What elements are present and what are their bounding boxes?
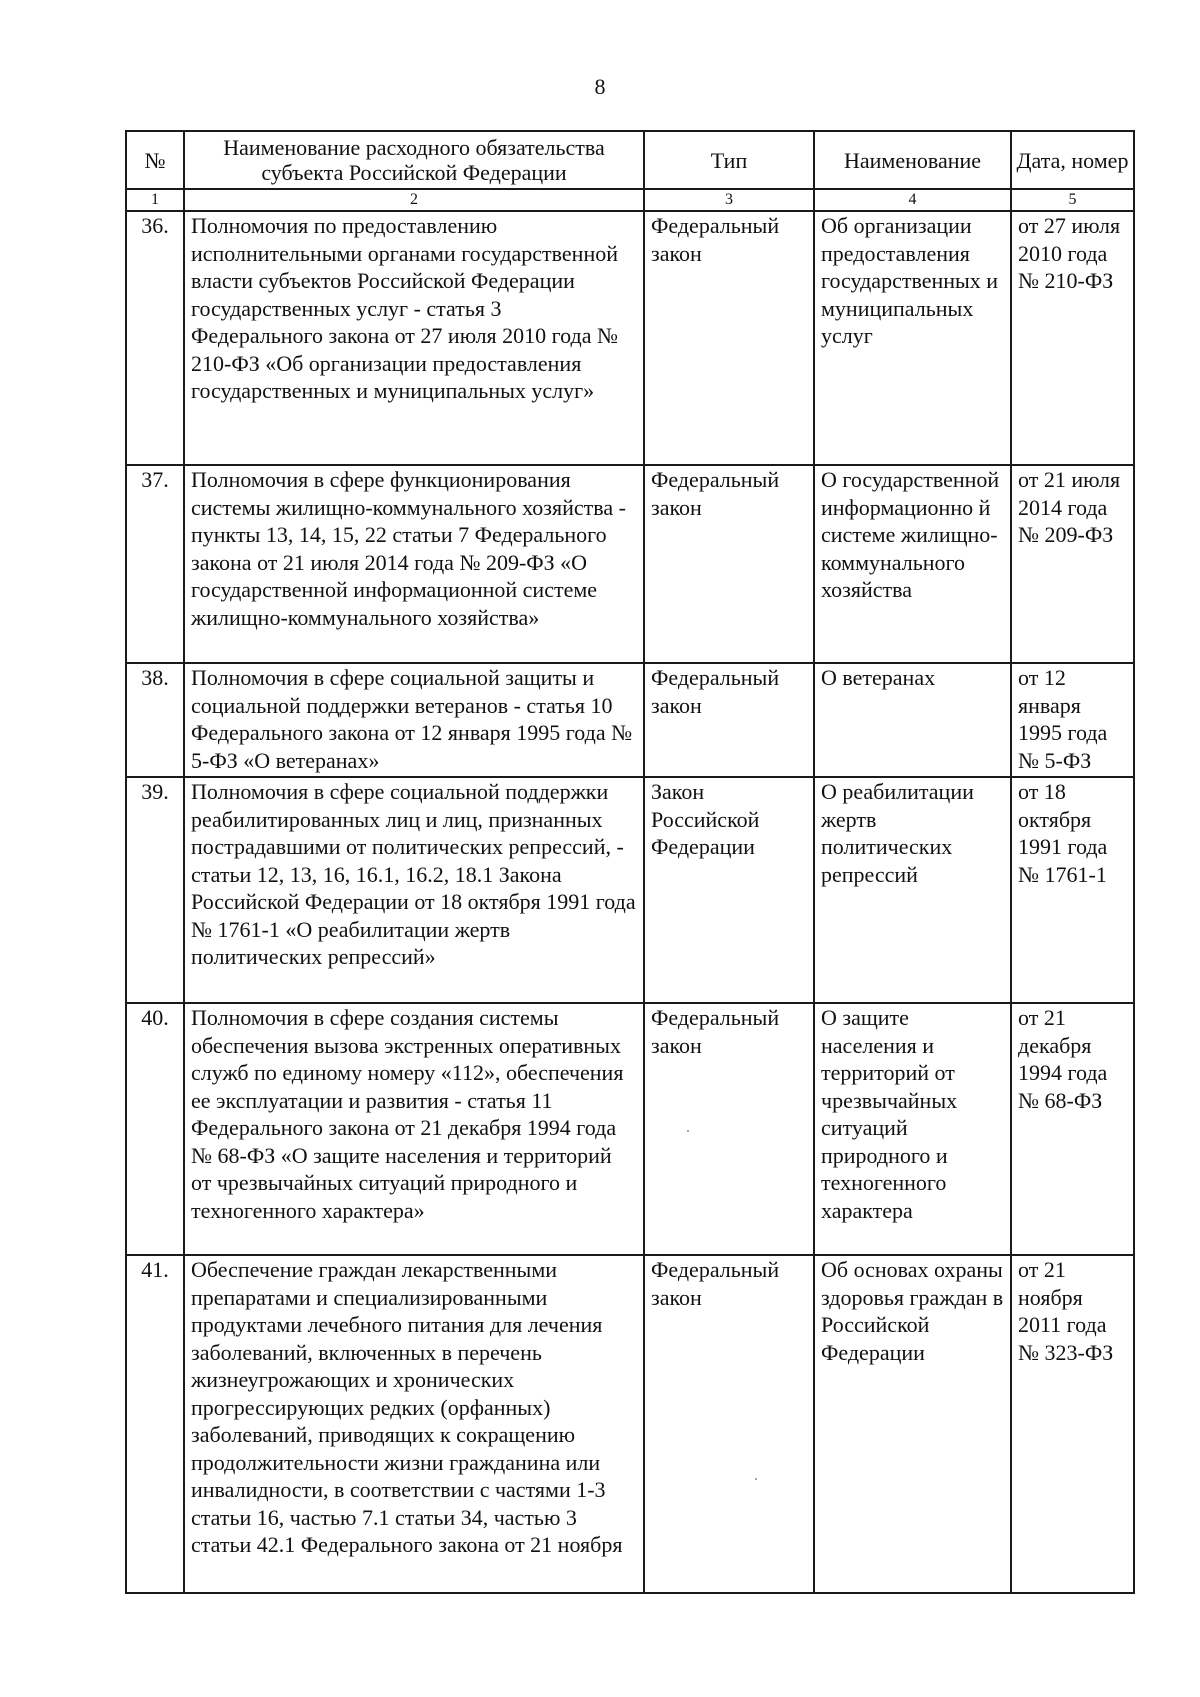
table-row xyxy=(126,465,1134,663)
scan-speck xyxy=(755,1478,757,1480)
scan-speck xyxy=(687,1130,689,1132)
row-number: 41. xyxy=(126,1255,184,1593)
row-number: 38. xyxy=(126,663,184,777)
column-number: 4 xyxy=(814,189,1011,211)
row-name: О государственной информационно й системе жилищно-коммунального хозяйства xyxy=(814,465,1011,663)
row-number: 37. xyxy=(126,465,184,663)
column-number: 5 xyxy=(1011,189,1134,211)
row-type: Федеральный закон xyxy=(644,1003,814,1255)
table-row xyxy=(126,777,1134,1003)
row-date: от 12 января 1995 года № 5-ФЗ xyxy=(1011,663,1134,777)
row-date: от 21 ноября 2011 года № 323-ФЗ xyxy=(1011,1255,1134,1593)
row-name: О реабилитации жертв политических репрессий xyxy=(814,777,1011,1003)
column-number: 1 xyxy=(126,189,184,211)
row-date: от 18 октября 1991 года № 1761-1 xyxy=(1011,777,1134,1003)
column-number: 3 xyxy=(644,189,814,211)
row-number: 40. xyxy=(126,1003,184,1255)
table-row xyxy=(126,663,1134,777)
row-number: 39. xyxy=(126,777,184,1003)
table-row xyxy=(126,1003,1134,1255)
row-date: от 21 декабря 1994 года № 68-ФЗ xyxy=(1011,1003,1134,1255)
row-date: от 27 июля 2010 года № 210-ФЗ xyxy=(1011,211,1134,465)
row-type: Федеральный закон xyxy=(644,211,814,465)
table-row xyxy=(126,211,1134,465)
row-name: Об организации предоставления государственных и муниципальных услуг xyxy=(814,211,1011,465)
header-name: Наименование xyxy=(814,131,1011,189)
column-numbers-row xyxy=(126,189,1134,211)
row-number: 36. xyxy=(126,211,184,465)
header-obligation: Наименование расходного обязательства субъекта Российской Федерации xyxy=(184,131,644,189)
column-number: 2 xyxy=(184,189,644,211)
obligations-table xyxy=(125,130,1135,1594)
row-type: Федеральный закон xyxy=(644,1255,814,1593)
header-type: Тип xyxy=(644,131,814,189)
row-type: Федеральный закон xyxy=(644,465,814,663)
header-number: № xyxy=(126,131,184,189)
row-type: Федеральный закон xyxy=(644,663,814,777)
row-date: от 21 июля 2014 года № 209-ФЗ xyxy=(1011,465,1134,663)
row-obligation: Полномочия по предоставлению исполнительными органами государственной власти субъектов Российской Федерации государственных услуг - статья 3 Федерального закона от 27 июля 2010 года № 210-ФЗ «Об организации предоставления государственных и муниципальных услуг» xyxy=(184,211,644,465)
row-name: О защите населения и территорий от чрезвычайных ситуаций природного и техногенного характера xyxy=(814,1003,1011,1255)
row-name: Об основах охраны здоровья граждан в Российской Федерации xyxy=(814,1255,1011,1593)
row-obligation: Полномочия в сфере социальной защиты и социальной поддержки ветеранов - статья 10 Федерального закона от 12 января 1995 года № 5-ФЗ «О ветеранах» xyxy=(184,663,644,777)
header-date: Дата, номер xyxy=(1011,131,1134,189)
table-row xyxy=(126,1255,1134,1593)
table-header-row xyxy=(126,131,1134,189)
row-obligation: Полномочия в сфере социальной поддержки реабилитированных лиц и лиц, признанных пострадавшими от политических репрессий, - статьи 12, 13, 16, 16.1, 16.2, 18.1 Закона Российской Федерации от 18 октября 1991 года № 1761-1 «О реабилитации жертв политических репрессий» xyxy=(184,777,644,1003)
row-type: Закон Российской Федерации xyxy=(644,777,814,1003)
row-name: О ветеранах xyxy=(814,663,1011,777)
row-obligation: Обеспечение граждан лекарственными препаратами и специализированными продуктами лечебного питания для лечения заболеваний, включенных в перечень жизнеугрожающих и хронических прогрессирующих редких (орфанных) заболеваний, приводящих к сокращению продолжительности жизни гражданина или инвалидности, в соответствии с частями 1-3 статьи 16, частью 7.1 статьи 34, частью 3 статьи 42.1 Федерального закона от 21 ноября xyxy=(184,1255,644,1593)
row-obligation: Полномочия в сфере создания системы обеспечения вызова экстренных оперативных служб по единому номеру «112», обеспечения ее эксплуатации и развития - статья 11 Федерального закона от 21 декабря 1994 года № 68-ФЗ «О защите населения и территорий от чрезвычайных ситуаций природного и техногенного характера» xyxy=(184,1003,644,1255)
page-number: 8 xyxy=(594,74,606,99)
row-obligation: Полномочия в сфере функционирования системы жилищно-коммунального хозяйства - пункты 13, 14, 15, 22 статьи 7 Федерального закона от 21 июля 2014 года № 209-ФЗ «О государственной информационной системе жилищно-коммунального хозяйства» xyxy=(184,465,644,663)
